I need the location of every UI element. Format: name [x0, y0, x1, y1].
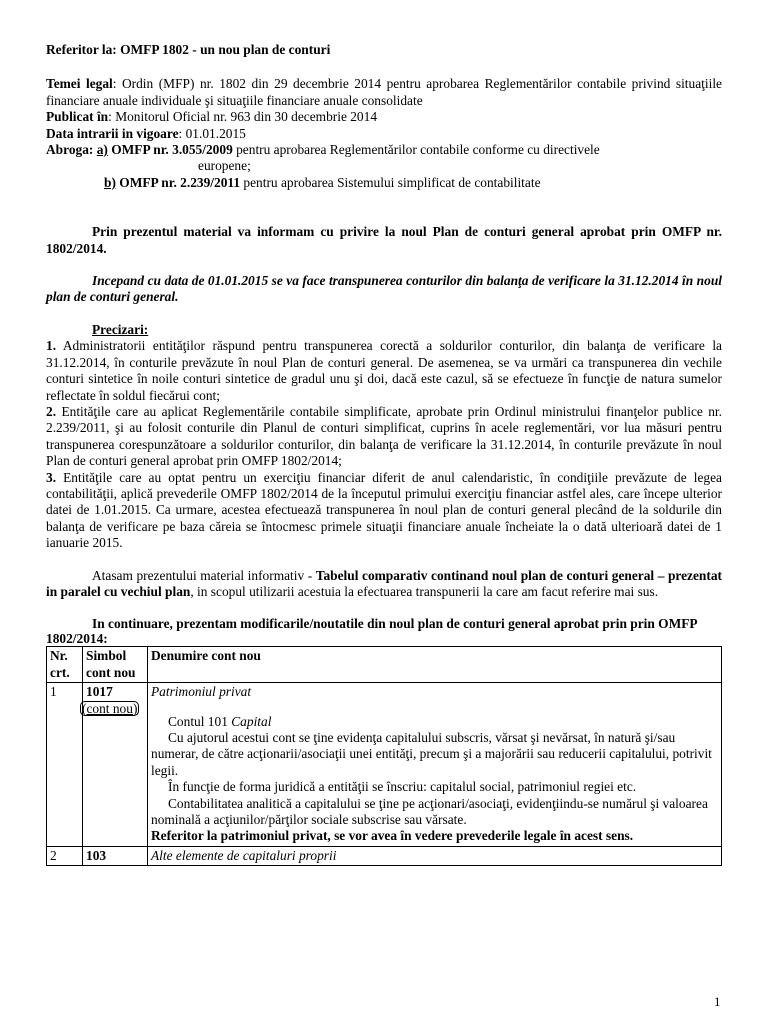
legal-basis [46, 76, 722, 109]
abrogates-label: Abroga: [46, 142, 94, 158]
precizari-item-number: 3. [46, 469, 57, 485]
effective-date [46, 126, 722, 142]
effective-date-text: : 01.01.2015 [178, 125, 246, 141]
intro-paragraph: Prin prezentul material va informam cu privire la noul Plan de conturi general aprobat prin OMFP nr. 1802/2014. [46, 224, 722, 256]
precizari-heading: Precizari: [92, 321, 149, 337]
attachment-post: , in scopul utilizarii acestuia la efectuarea transpunerii la care am facut referire mai sus. [190, 583, 659, 599]
published-text: : Monitorul Oficial nr. 963 din 30 decembrie 2014 [108, 109, 378, 125]
page-number: 1 [714, 994, 721, 1009]
abrogates-b-label: b) [104, 174, 116, 190]
transposition-paragraph: Incepand cu data de 01.01.2015 se va face transpunerea conturilor din balanţa de verificare la 31.12.2014 în noul plan de conturi general. [46, 273, 722, 305]
description-paragraph: Cu ajutorul acestui cont se ţine evidenţa capitalului subscris, vărsat şi nevărsat, în natură şi/sau numerar, de către acţionarii/asociaţii unei entităţi, precum şi a majorării sau reducerii capitalului, potrivit legii. [151, 730, 712, 778]
row-description [148, 683, 722, 847]
precizari-item-text: Administratorii entităţilor răspund pentru transpunerea corectă a soldurilor conturilor, din balanţa de verificare la 31.12.2014, în conturile prevăzute în noul Plan de conturi general. De asemenea, se va urmări ca transpunerea din vechile conturi sintetice în noile conturi sintetice de gradul unu şi doi, dacă este cazul, să se efectueze în funcţie de natura sumelor reflectate în soldul fiecărui cont; [46, 338, 722, 403]
account-101-line [151, 714, 717, 730]
header-simbol: Simbol cont nou [83, 647, 148, 683]
precizari-item-number: 2. [46, 403, 57, 419]
description-paragraph: Contabilitatea analitică a capitalului se ţine pe acţionari/asociaţi, evidenţiindu-se numărul şi valoarea nominală a acţiunilor/părţilor sociale subscrise sau vărsate. [151, 795, 708, 828]
row-title: Patrimoniul privat [151, 684, 252, 700]
table-header-row [47, 647, 722, 683]
row-simbol: 103 [83, 846, 148, 865]
precizari-item-2 [46, 404, 722, 470]
row-nr: 2 [47, 846, 83, 865]
attachment-bold: Tabelul comparativ continand noul plan de conturi general – prezentat in paralel cu vechiul plan [46, 567, 722, 599]
precizari-item-text: Entităţile care au aplicat Reglementările contabile simplificate, aprobate prin Ordinul ministrului finanţelor publice nr. 2.239/2011, şi au folosit conturile din Planul de conturi simplificat, cuprins în acele reglementări, vor lua măsuri pentru transpunerea corespunzătoare a soldurilor conturilor, din balanţa de verificare la 31.12.2014, în conturile prevăzute în noul Plan de conturi general aprobat prin OMFP 1802/2014; [46, 403, 722, 469]
document-page [46, 42, 722, 866]
abrogates-b [46, 175, 722, 191]
precizari-item-number: 1. [46, 338, 57, 354]
abrogates-a-text: pentru aprobarea Reglementărilor contabile conforme cu directivele [232, 142, 600, 158]
description-paragraph: În funcţie de forma juridică a entităţii se înscriu: capitalul social, patrimoniul regiei etc. [168, 779, 637, 795]
table-row [47, 683, 722, 847]
attachment-paragraph [46, 568, 722, 601]
abrogates-b-order: OMFP nr. 2.239/2011 [119, 174, 241, 190]
abrogates-a [46, 142, 722, 158]
attachment-pre: Atasam prezentului material informativ - [92, 567, 316, 583]
row-title: Alte elemente de capitaluri proprii [148, 846, 722, 865]
accounts-table [46, 646, 722, 866]
table-row [47, 846, 722, 865]
header-denumire: Denumire cont nou [148, 647, 722, 683]
account-name: Capital [231, 713, 272, 729]
private-patrimony-note: Referitor la patrimoniul privat, se vor avea în vedere prevederile legale în acest sens. [151, 828, 634, 844]
subject-label: Referitor la: [46, 42, 117, 57]
legal-basis-text: : Ordin (MFP) nr. 1802 din 29 decembrie 2014 pentru aprobarea Reglementărilor contabile privind situaţiile financiare anuale individuale şi situaţiile financiare anuale consolidate [46, 76, 722, 108]
subject-text: OMFP 1802 - un nou plan de conturi [116, 42, 331, 57]
abrogates-b-text: pentru aprobarea Sistemului simplificat de contabilitate [240, 174, 541, 190]
legal-basis-label: Temei legal [46, 76, 113, 92]
abrogates-a-label: a) [96, 142, 108, 158]
precizari-item-1 [46, 338, 722, 404]
row-simbol-code: 1017 [86, 684, 113, 700]
row-simbol [83, 683, 148, 847]
header-nr-crt: Nr. crt. [47, 647, 83, 683]
published-label: Publicat în [46, 109, 109, 125]
new-account-badge: (cont nou) [82, 700, 138, 716]
abrogates-a-continuation: europene; [198, 158, 251, 174]
precizari-item-3 [46, 470, 722, 552]
abrogates-a-order: OMFP nr. 3.055/2009 [111, 142, 233, 158]
document-subject [46, 42, 722, 58]
account-label: Contul 101 [168, 713, 232, 729]
published-in [46, 109, 722, 125]
changes-intro: In continuare, prezentam modificarile/noutatile din noul plan de conturi general aprobat prin prin OMFP 1802/2014: [46, 616, 697, 647]
precizari-item-text: Entităţile care au optat pentru un exerciţiu financiar diferit de anul calendaristic, în condiţiile prevăzute de legea contabilităţii, aplică prevederile OMFP 1802/2014 de la începutul primului exerciţiu financiar astfel ales, care începe ulterior datei de 1.01.2015. Ca urmare, acestea efectuează transpunerea în noul plan de conturi general plecând de la soldurile din balanţa de verificare pe baza căreia se întocmesc primele situaţii financiare anuale încheiate la o dată ulterioară datei de 1 ianuarie 2015. [46, 469, 722, 551]
effective-date-label: Data intrarii in vigoare [46, 125, 179, 141]
row-nr: 1 [47, 683, 83, 847]
